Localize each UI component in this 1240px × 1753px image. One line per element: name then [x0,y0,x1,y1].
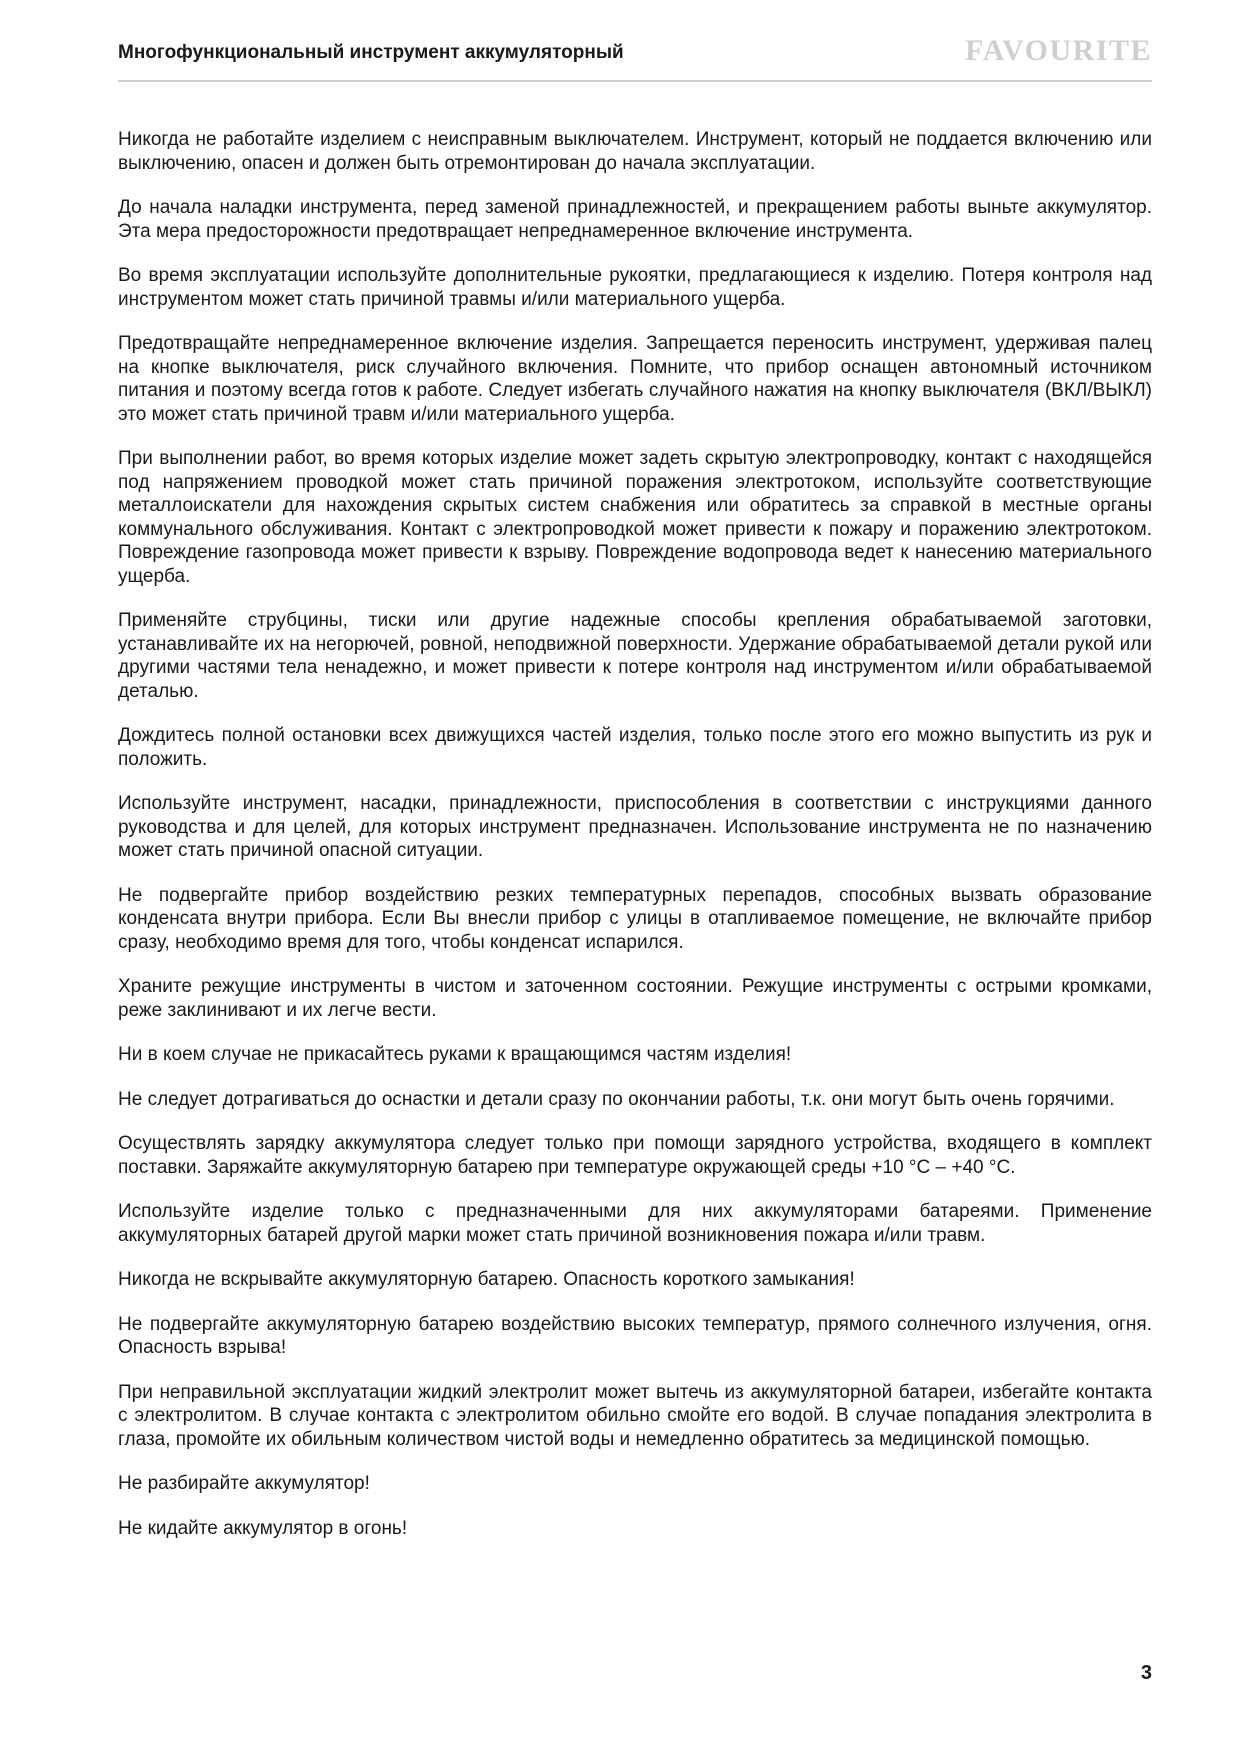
paragraph: Не подвергайте аккумуляторную батарею воздействию высоких температур, прямого солнечного излучения, огня. Опасность взрыва! [118,1313,1152,1358]
paragraph: Используйте инструмент, насадки, принадлежности, приспособления в соответствии с инструкциями данного руководства и для целей, для которых инструмент предназначен. Использование инструмента не по назначению может стать причиной опасной ситуации. [118,793,1152,861]
brand-logo: FAVOURITE [965,34,1152,67]
paragraph: Во время эксплуатации используйте дополнительные рукоятки, предлагающиеся к изделию. Потеря контроля над инструментом может стать причиной травмы и/или материального ущерба. [118,265,1152,310]
paragraph: Храните режущие инструменты в чистом и заточенном состоянии. Режущие инструменты с острыми кромками, реже заклинивают и их легче вести. [118,976,1152,1021]
paragraph: Не подвергайте прибор воздействию резких температурных перепадов, способных вызвать образование конденсата внутри прибора. Если Вы внесли прибор с улицы в отапливаемое помещение, не включайте прибор сразу, необходимо время для того, чтобы конденсат испарился. [118,884,1152,953]
paragraph: Осуществлять зарядку аккумулятора следует только при помощи зарядного устройства, входящего в комплект поставки. Заряжайте аккумуляторную батарею при температуре окружающей среды +10 °С – +40 °С. [118,1133,1152,1178]
document-title: Многофункциональный инструмент аккумуляторный [118,42,624,63]
paragraph: Используйте изделие только с предназначенными для них аккумуляторами батареями. Применение аккумуляторных батарей другой марки может стать причиной возникновения пожара и/или травм. [118,1201,1152,1246]
page-header [118,34,1152,82]
paragraph: Никогда не работайте изделием с неисправным выключателем. Инструмент, который не поддается включению или выключению, опасен и должен быть отремонтирован до начала эксплуатации. [118,129,1152,174]
paragraph: Ни в коем случае не прикасайтесь руками к вращающимся частям изделия! [118,1044,792,1065]
paragraph: Дождитесь полной остановки всех движущихся частей изделия, только после этого его можно выпустить из рук и положить. [118,725,1152,770]
paragraph: При выполнении работ, во время которых изделие может задеть скрытую электропроводку, контакт с находящейся под напряжением проводкой может стать причиной поражения электротоком, используйте соответствующие металлоискатели для нахождения скрытых систем снабжения или обратитесь за справкой в местные органы коммунального обслуживания. Контакт с электропроводкой может привести к пожару и поражению электротоком. Повреждение газопровода может привести к взрыву. Повреждение водопровода ведет к нанесению материального ущерба. [118,448,1152,587]
paragraph: Никогда не вскрывайте аккумуляторную батарею. Опасность короткого замыкания! [118,1269,855,1290]
paragraph: При неправильной эксплуатации жидкий электролит может вытечь из аккумуляторной батареи, избегайте контакта с электролитом. В случае контакта с электролитом обильно смойте его водой. В случае попадания электролита в глаза, промойте их обильным количеством чистой воды и немедленно обратитесь за медицинской помощью. [118,1381,1152,1450]
paragraph: Предотвращайте непреднамеренное включение изделия. Запрещается переносить инструмент, удерживая палец на кнопке выключателя, риск случайного включения. Помните, что прибор оснащен автономный источником питания и поэтому всегда готов к работе. Следует избегать случайного нажатия на кнопку выключателя (ВКЛ/ВЫКЛ) это может стать причиной травм и/или материального ущерба. [118,333,1152,425]
paragraph: Не разбирайте аккумулятор! [118,1473,370,1494]
page-number: 3 [1140,1662,1152,1684]
paragraph: Не следует дотрагиваться до оснастки и детали сразу по окончании работы, т.к. они могут быть очень горячими. [118,1088,1115,1110]
paragraph: Не кидайте аккумулятор в огонь! [118,1517,408,1539]
paragraph: Применяйте струбцины, тиски или другие надежные способы крепления обрабатываемой заготовки, устанавливайте их на негорючей, ровной, неподвижной поверхности. Удержание обрабатываемой детали рукой или другими частями тела ненадежно, и может привести к потере контроля над инструментом и/или обрабатываемой деталью. [118,610,1152,702]
document-body [118,128,1152,1561]
paragraph: До начала наладки инструмента, перед заменой принадлежностей, и прекращением работы выньте аккумулятор. Эта мера предосторожности предотвращает непреднамеренное включение инструмента. [118,197,1152,242]
